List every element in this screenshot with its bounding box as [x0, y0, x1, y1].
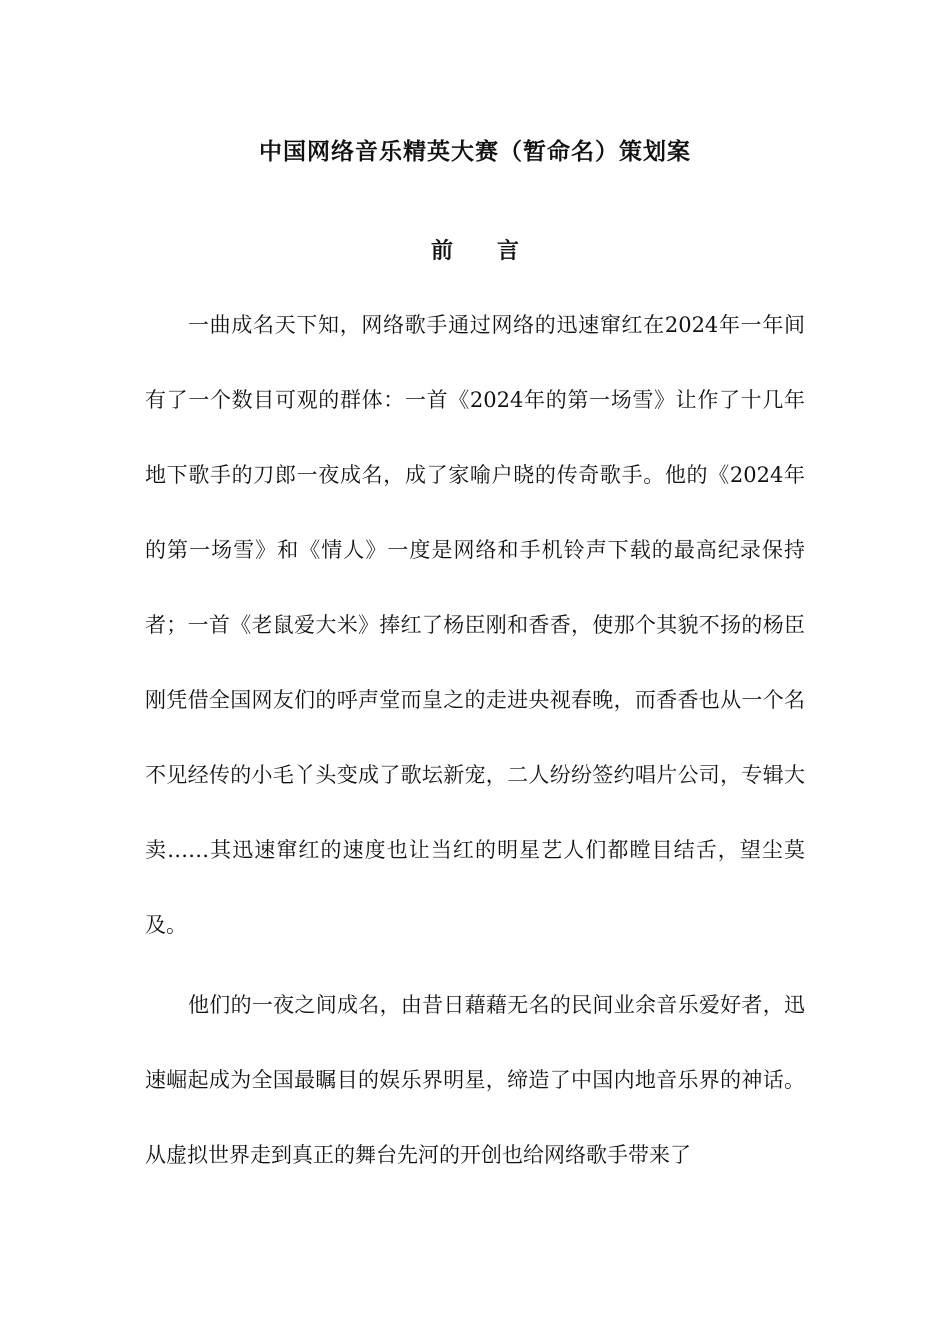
- paragraph-1: 一曲成名天下知，网络歌手通过网络的迅速窜红在2024年一年间有了一个数目可观的群体：一首《2024年的第一场雪》让作了十几年地下歌手的刀郎一夜成名，成了家喻户晓的传奇歌手。他的《2024年的第一场雪》和《情人》一度是网络和手机铃声下载的最高纪录保持者；一首《老鼠爱大米》捧红了杨臣刚和香香，使那个其貌不扬的杨臣刚凭借全国网友们的呼声堂而皇之的走进央视春晚，而香香也从一个名不见经传的小毛丫头变成了歌坛新宠，二人纷纷签约唱片公司，专辑大卖……其迅速窜红的速度也让当红的明星艺人们都瞠目结舌，望尘莫及。: [145, 313, 805, 937]
- section-heading: [0, 232, 950, 270]
- section-heading-left: 前: [430, 238, 453, 264]
- paragraph-2: 他们的一夜之间成名，由昔日藉藉无名的民间业余音乐爱好者，迅速崛起成为全国最瞩目的娱乐界明星，缔造了中国内地音乐界的神话。从虚拟世界走到真正的舞台先河的开创也给网络歌手带来了: [145, 993, 805, 1167]
- section-heading-right: 言: [497, 238, 520, 264]
- document-title: 中国网络音乐精英大赛（暂命名）策划案: [259, 138, 691, 165]
